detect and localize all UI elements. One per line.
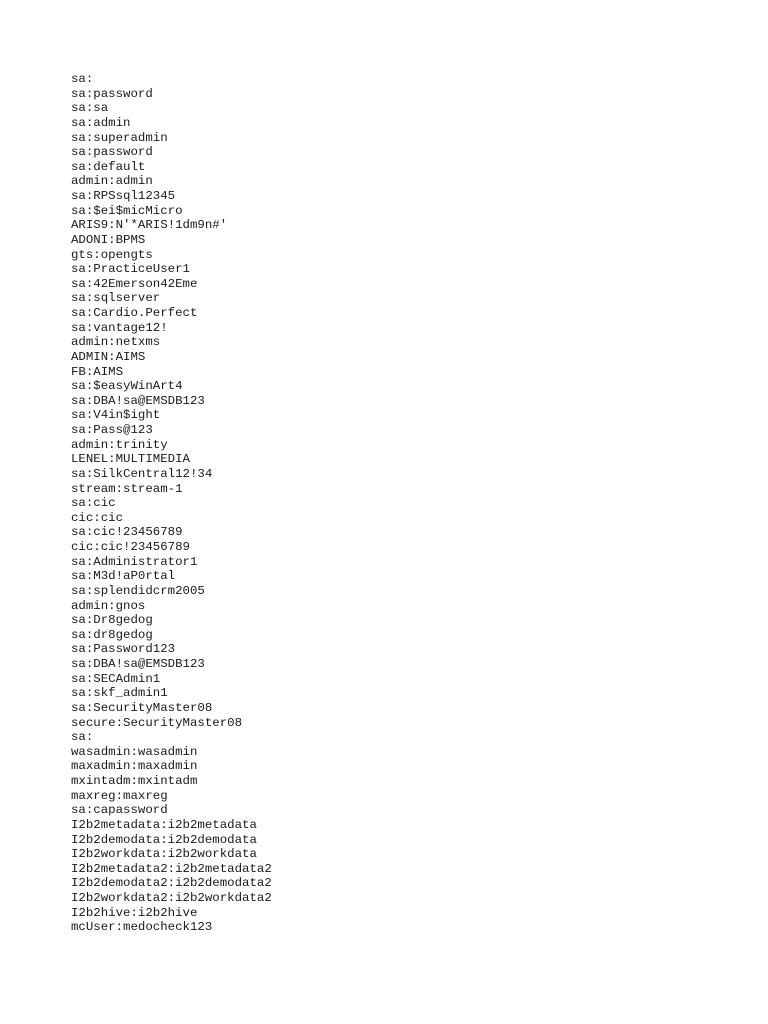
credential-line: sa:SECAdmin1 [71, 671, 161, 686]
credential-line: sa:DBA!sa@EMSDB123 [71, 393, 205, 408]
credential-line: I2b2workdata2:i2b2workdata2 [71, 891, 272, 905]
credential-line: sa:Cardio.Perfect [71, 306, 198, 320]
credential-line: sa:sqlserver [71, 291, 161, 306]
credential-line: sa:superadmin [71, 130, 168, 145]
credential-line: sa:capassword [71, 803, 168, 818]
credential-line: sa:default [71, 159, 146, 174]
credential-line: sa:Dr8gedog [71, 613, 153, 628]
credential-line: LENEL:MULTIMEDIA [71, 452, 190, 467]
credential-line: sa:Pass@123 [71, 423, 153, 437]
credential-list [71, 72, 272, 935]
credential-line: I2b2hive:i2b2hive [71, 905, 198, 920]
credential-line: I2b2demodata2:i2b2demodata2 [71, 876, 272, 891]
credential-line: gts:opengts [71, 247, 153, 262]
credential-line: cic:cic [71, 510, 124, 525]
credential-line: maxadmin:maxadmin [71, 759, 198, 774]
credential-line: secure:SecurityMaster08 [71, 715, 243, 730]
credential-line: admin:trinity [71, 437, 168, 452]
credential-line: sa:cic [71, 496, 116, 511]
credential-line: ADONI:BPMS [71, 232, 146, 247]
credential-line: sa:V4in$ight [71, 408, 161, 423]
credential-line: sa:42Emerson42Eme [71, 276, 198, 291]
credential-line: sa:vantage12! [71, 320, 168, 335]
credential-line: sa:RPSsql12345 [71, 189, 176, 203]
credential-line: sa: [71, 730, 94, 745]
credential-line: admin:netxms [71, 335, 161, 350]
credential-line: sa:SilkCentral12!34 [71, 466, 213, 481]
credential-line: I2b2workdata:i2b2workdata [71, 847, 257, 862]
credential-line: I2b2metadata2:i2b2metadata2 [71, 861, 272, 876]
credential-line: ADMIN:AIMS [71, 349, 146, 364]
credential-line: sa:M3d!aP0rtal [71, 569, 176, 584]
credential-line: sa:admin [71, 115, 131, 130]
credential-line: sa:cic!23456789 [71, 525, 183, 540]
credential-line: sa: [71, 72, 94, 86]
credential-line: maxreg:maxreg [71, 788, 168, 803]
credential-line: I2b2demodata:i2b2demodata [71, 832, 257, 847]
credential-line: wasadmin:wasadmin [71, 744, 198, 759]
credential-line: sa:sa [71, 101, 109, 116]
credential-line: I2b2metadata:i2b2metadata [71, 817, 257, 832]
credential-line: sa:SecurityMaster08 [71, 700, 213, 715]
credential-line: admin:admin [71, 174, 153, 189]
credential-line: sa:password [71, 86, 153, 101]
credential-line: mcUser:medocheck123 [71, 920, 213, 935]
credential-line: sa:password [71, 145, 153, 160]
credential-line: mxintadm:mxintadm [71, 774, 198, 788]
credential-line: sa:Password123 [71, 642, 176, 657]
credential-line: sa:skf_admin1 [71, 686, 168, 701]
credential-line: ARIS9:N'*ARIS!1dm9n#' [71, 218, 228, 233]
credential-line: sa:DBA!sa@EMSDB123 [71, 657, 205, 671]
credential-line: stream:stream-1 [71, 481, 183, 496]
credential-line: sa:Administrator1 [71, 554, 198, 569]
credential-line: sa:$ei$micMicro [71, 203, 183, 218]
credential-line: cic:cic!23456789 [71, 540, 190, 554]
credential-line: sa:$easyWinArt4 [71, 379, 183, 394]
credential-line: admin:gnos [71, 598, 146, 613]
credential-line: FB:AIMS [71, 364, 124, 379]
credential-line: sa:PracticeUser1 [71, 262, 190, 277]
credential-line: sa:dr8gedog [71, 627, 153, 642]
credential-line: sa:splendidcrm2005 [71, 583, 205, 598]
